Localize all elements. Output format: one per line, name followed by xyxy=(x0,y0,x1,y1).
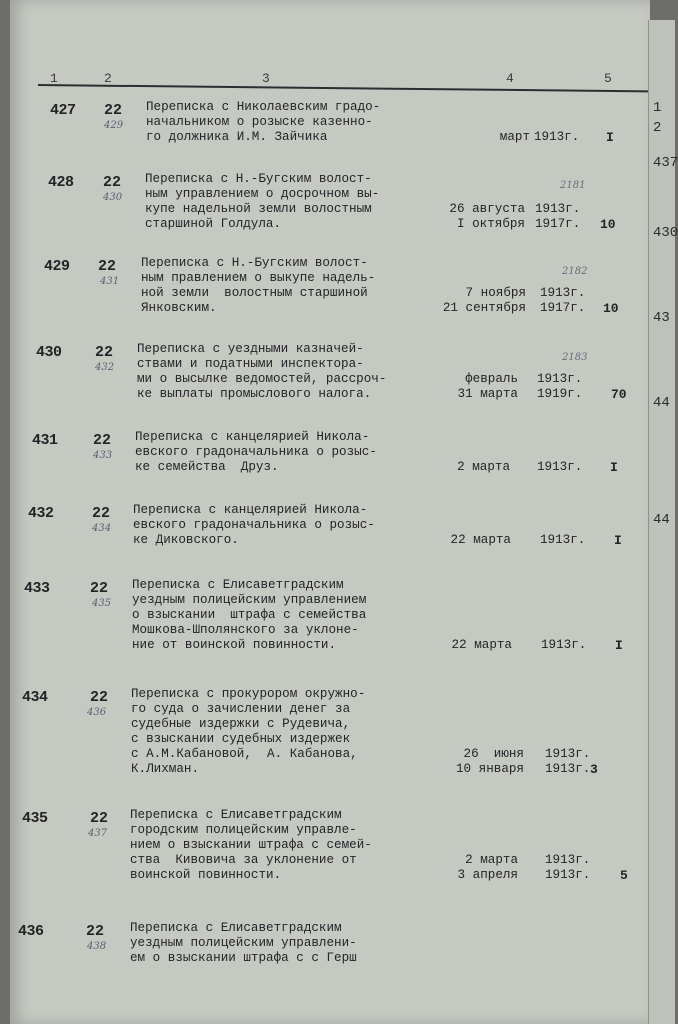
fund-number: 22 xyxy=(90,580,109,597)
entry-number: 435 xyxy=(22,810,48,827)
pencil-annotation: 2182 xyxy=(562,266,588,277)
sheet-count: 70 xyxy=(611,387,627,402)
entry-number: 429 xyxy=(44,258,70,275)
column-number: 3 xyxy=(262,71,270,86)
sheet-count: 10 xyxy=(603,301,619,316)
column-number: 4 xyxy=(506,71,514,86)
entry-title: Переписка с Н.-Бугским волост- ным правлением о выкупе надель- ной земли волостным старшиной Янковским. xyxy=(141,256,376,315)
entry-dates: 7 ноября 21 сентября xyxy=(442,286,526,315)
next-page-fragment: 1 xyxy=(653,100,662,116)
next-page-fragment: 437 xyxy=(653,155,678,171)
fund-number: 22 xyxy=(90,689,109,706)
entry-title: Переписка с уездными казначей- ствами и податными инспектора- ми о высылке ведомостей, рассроч- ке выплаты промыслового налога. xyxy=(137,342,387,401)
entry-number: 436 xyxy=(18,923,44,940)
old-number-pencil: 429 xyxy=(104,120,124,131)
entry-years: 1913г. 1913г. xyxy=(545,853,591,882)
entry-years: 1913г. 1917г. xyxy=(535,202,581,231)
entry-dates: 22 марта xyxy=(451,638,512,652)
next-page-fragment: 430 xyxy=(653,225,678,241)
entry-years: 1913г. xyxy=(534,130,580,144)
old-number-pencil: 433 xyxy=(93,450,113,461)
entry-years: 1913г. 1913г. xyxy=(545,747,591,776)
entry-dates: март xyxy=(499,130,530,144)
old-number-pencil: 431 xyxy=(100,276,120,287)
fund-number: 22 xyxy=(95,344,114,361)
entry-years: 1913г. 1917г. xyxy=(540,286,586,315)
column-number: 2 xyxy=(104,71,112,86)
entry-title: Переписка с Елисаветградским уездным полицейским управлени- ем о взыскании штрафа с с Герш xyxy=(130,921,357,965)
next-page-edge xyxy=(648,20,678,1024)
old-number-pencil: 438 xyxy=(87,941,107,952)
entry-title: Переписка с прокурором окружно- го суда о зачислении денег за судебные издержки с Рудевича, с взыскании судебных издержек с А.М.Кабановой, А. Кабанова, К.Лихман. xyxy=(131,687,366,776)
entry-dates: 26 августа I октября xyxy=(449,202,525,231)
next-page-fragment: 43 xyxy=(653,310,670,326)
old-number-pencil: 437 xyxy=(88,828,108,839)
entry-dates: 22 марта xyxy=(450,533,511,547)
next-page-fragment: 44 xyxy=(653,512,670,528)
entry-number: 430 xyxy=(36,344,62,361)
sheet-count: I xyxy=(614,533,622,548)
next-page-fragment: 2 xyxy=(653,120,662,136)
next-page-fragment: 44 xyxy=(653,395,670,411)
old-number-pencil: 435 xyxy=(92,598,112,609)
fund-number: 22 xyxy=(98,258,117,275)
entry-title: Переписка с канцелярией Никола- евского градоначальника о розыс- ке семейства Друз. xyxy=(135,430,377,474)
entry-years: 1913г. xyxy=(541,638,587,652)
entry-number: 427 xyxy=(50,102,76,119)
entry-dates: 2 марта 3 апреля xyxy=(457,853,518,882)
old-number-pencil: 430 xyxy=(103,192,123,203)
fund-number: 22 xyxy=(104,102,123,119)
entry-years: 1913г. xyxy=(540,533,586,547)
sheet-count: 5 xyxy=(620,868,628,883)
column-number: 1 xyxy=(50,71,58,86)
entry-title: Переписка с Елисаветградским уездным полицейским управлением о взыскании штрафа с семейства Мошкова-Шполянского за уклоне- ние от воинской повинности. xyxy=(132,578,367,652)
entry-number: 431 xyxy=(32,432,58,449)
sheet-count: I xyxy=(610,460,618,475)
fund-number: 22 xyxy=(92,505,111,522)
entry-dates: 26 июня 10 января xyxy=(455,747,524,776)
entry-title: Переписка с Николаевским градо- начальником о розыске казенно- го должника И.М. Зайчика xyxy=(146,100,381,144)
sheet-count: 10 xyxy=(600,217,616,232)
entry-title: Переписка с Н.-Бугским волост- ным управлением о досрочном вы- купе надельной земли волостным старшиной Голдула. xyxy=(145,172,380,231)
entry-dates: 2 марта xyxy=(457,460,510,474)
entry-number: 432 xyxy=(28,505,54,522)
entry-number: 434 xyxy=(22,689,48,706)
entry-title: Переписка с Елисаветградским городским полицейским управле- нием о взыскании штрафа с семей- ства Кивовича за уклонение от воинской повинности. xyxy=(130,808,372,882)
entry-number: 428 xyxy=(48,174,74,191)
sheet-count: I xyxy=(606,130,614,145)
old-number-pencil: 432 xyxy=(95,362,115,373)
entry-years: 1913г. xyxy=(537,460,583,474)
column-number: 5 xyxy=(604,71,612,86)
old-number-pencil: 434 xyxy=(92,523,112,534)
pencil-annotation: 2183 xyxy=(562,352,588,363)
fund-number: 22 xyxy=(86,923,105,940)
pencil-annotation: 2181 xyxy=(560,180,586,191)
fund-number: 22 xyxy=(103,174,122,191)
entry-number: 433 xyxy=(24,580,50,597)
sheet-count: 3 xyxy=(590,762,598,777)
entry-years: 1913г. 1919г. xyxy=(537,372,583,401)
old-number-pencil: 436 xyxy=(87,707,107,718)
entry-title: Переписка с канцелярией Никола- евского градоначальника о розыс- ке Диковского. xyxy=(133,503,375,547)
sheet-count: I xyxy=(615,638,623,653)
fund-number: 22 xyxy=(90,810,109,827)
fund-number: 22 xyxy=(93,432,112,449)
entry-dates: февраль 31 марта xyxy=(457,372,518,401)
